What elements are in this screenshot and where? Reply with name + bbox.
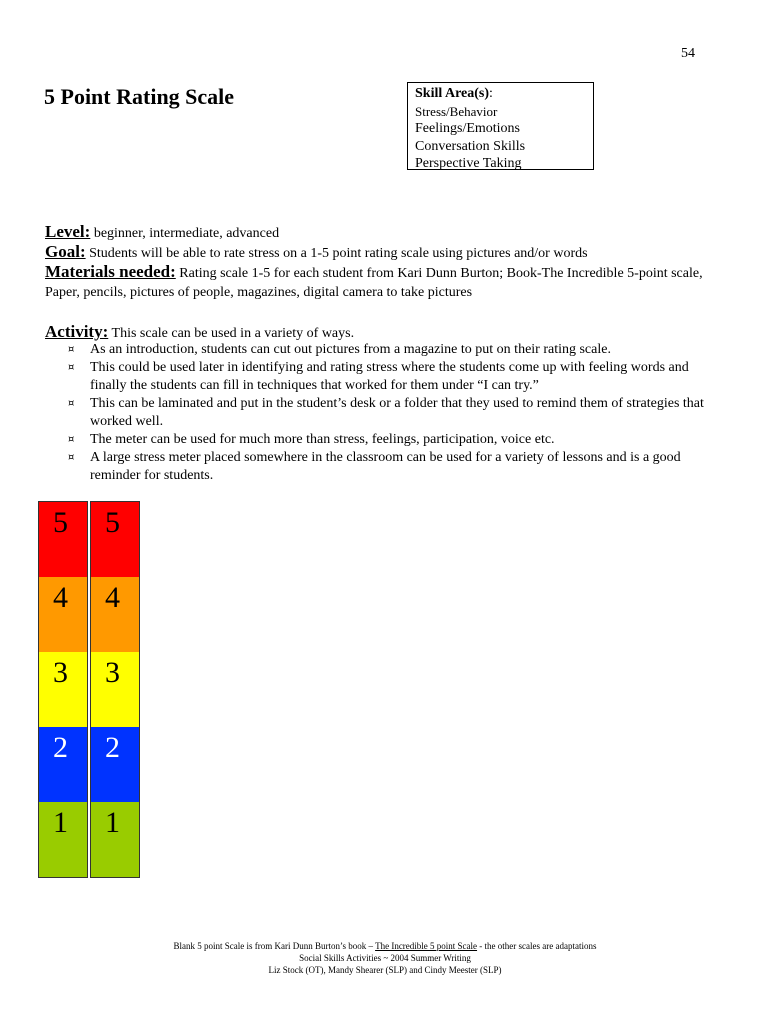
scale-cell-3: 3 [91,652,139,727]
footer [0,940,770,976]
footer-line-1-suffix: - the other scales are adaptations [477,941,597,951]
bullet-icon: ¤ [68,452,75,463]
materials-label: Materials needed: [45,262,176,281]
bullet-text: As an introduction, students can cut out pictures from a magazine to put on their rating scale. [90,342,611,357]
bullet-text: This could be used later in identifying and rating stress where the students come up with feeling words and finally the students can fill in techniques that worked for them under “I can try.” [90,360,689,393]
activity-label: Activity: [45,322,109,341]
level-label: Level: [45,222,91,241]
footer-book-title: The Incredible 5 point Scale [375,941,478,951]
bullet-icon: ¤ [68,344,75,355]
skill-area-heading [415,85,593,103]
activity-text: This scale can be used in a variety of ways. [108,326,355,341]
scale-cell-5: 5 [39,502,87,577]
bullet-icon: ¤ [68,398,75,409]
skill-area-colon: : [489,86,493,101]
skill-area-heading-text: Skill Area(s) [415,86,490,101]
scale-cell-4: 4 [39,577,87,652]
scale-cell-2: 2 [91,727,139,802]
goal-line [45,242,588,263]
goal-label: Goal: [45,242,86,261]
activity-bullet-list [68,341,708,485]
bullet-text: A large stress meter placed somewhere in the classroom can be used for a variety of lessons and is a good reminder for students. [90,450,681,483]
level-line [45,222,279,243]
activity-line [45,322,354,343]
bullet-icon: ¤ [68,362,75,373]
level-text: beginner, intermediate, advanced [90,226,280,241]
list-item [68,449,708,485]
scale-cell-3: 3 [39,652,87,727]
footer-line-1-prefix: Blank 5 point Scale is from Kari Dunn Burton’s book – [173,941,376,951]
footer-line-3: Liz Stock (OT), Mandy Shearer (SLP) and Cindy Meester (SLP) [268,965,502,975]
page-title: 5 Point Rating Scale [44,84,235,109]
bullet-text: This can be laminated and put in the student’s desk or a folder that they used to remind them of strategies that worked well. [90,396,704,429]
scale-cell-5: 5 [91,502,139,577]
bullet-text: The meter can be used for much more than stress, feelings, participation, voice etc. [90,432,555,447]
list-item [68,431,708,449]
list-item [68,395,708,431]
materials-text: Rating scale 1-5 for each student from Kari Dunn Burton; Book-The Incredible 5-point scale, Paper, pencils, pictures of people, magazines, digital camera to take pictures [45,266,703,300]
materials-line [45,262,735,302]
skill-area-item: Stress/Behavior [415,103,498,119]
scale-cell-1: 1 [39,802,87,877]
goal-text: Students will be able to rate stress on a 1-5 point rating scale using pictures and/or words [85,246,588,261]
skill-area-item: Feelings/Emotions [415,121,520,136]
scale-cell-4: 4 [91,577,139,652]
scale-cell-2: 2 [39,727,87,802]
footer-line-1 [0,940,770,952]
footer-line-2: Social Skills Activities ~ 2004 Summer Writing [299,953,471,963]
skill-area-box [407,82,594,170]
list-item [68,359,708,395]
scale-cell-1: 1 [91,802,139,877]
list-item [68,341,708,359]
rating-scale-right [90,501,140,878]
page-number: 54 [681,46,695,61]
bullet-icon: ¤ [68,434,75,445]
rating-scale-left [38,501,88,878]
skill-area-item: Conversation Skills [415,138,526,154]
skill-area-item: Perspective Taking [415,156,522,171]
